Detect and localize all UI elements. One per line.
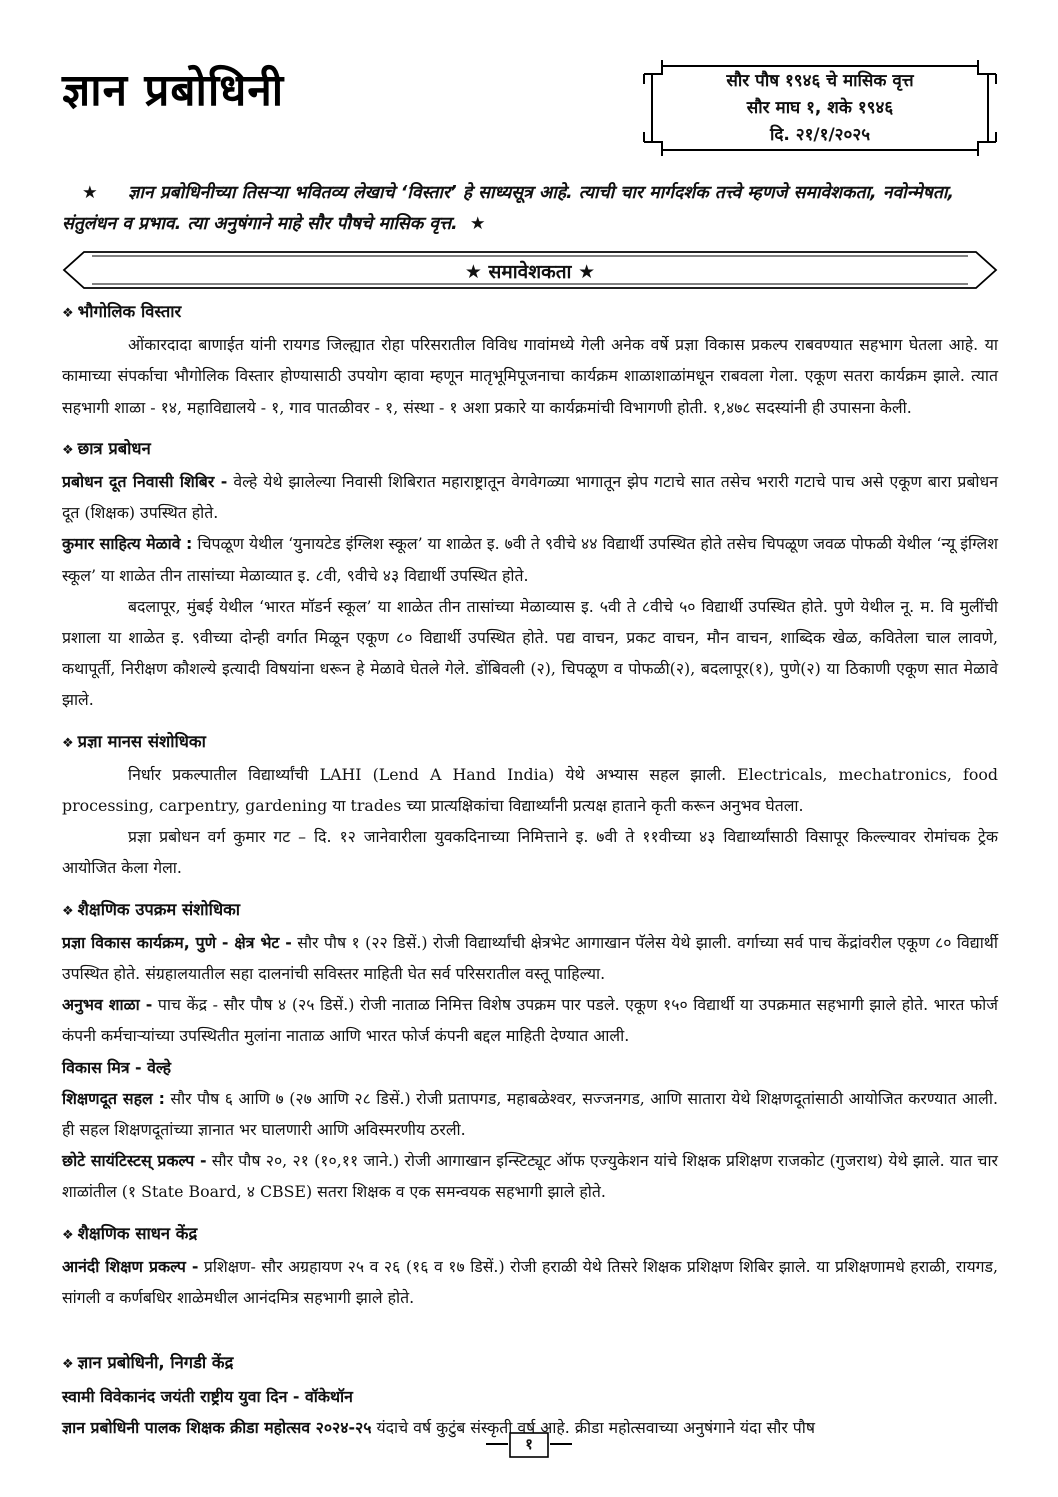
- section-heading: ❖ छात्र प्रबोधन: [62, 438, 151, 458]
- subheading: विकास मित्र - वेल्हे: [62, 1057, 172, 1077]
- diamond-bullet-icon: ❖: [62, 735, 74, 751]
- date-line-3: दि. २१/१/२०२५: [769, 125, 871, 145]
- main-content: [62, 296, 998, 1443]
- paragraph: निर्धार प्रकल्पातील विद्यार्थ्यांची LAHI (Lend A Hand India) येथे अभ्यास सहल झाली. Electricals, mechatronics, food processing, carpentry, gardening या trades च्या प्रात्यक्षिकांचा विद्यार्थ्यांनी प्रत्यक्ष हाताने कृती करून अनुभव घेतला.: [62, 764, 998, 816]
- page-number: १: [525, 1435, 533, 1453]
- paragraph: प्रज्ञा प्रबोधन वर्ग कुमार गट – दि. १२ जानेवारीला युवकदिनाच्या निमित्ताने इ. ७वी ते ११वीच्या ४३ विद्यार्थ्यांसाठी विसापूर किल्ल्यावर रोमांचक ट्रेक आयोजित केला गेला.: [62, 827, 998, 878]
- intro-text: ज्ञान प्रबोधिनीच्या तिसऱ्या भवितव्य लेखाचे ‘विस्तार’ हे साध्यसूत्र आहे. त्याची चार मार्गदर्शक तत्त्वे म्हणजे समावेशकता, नवोन्मेषता, संतुलंधन व प्रभाव. त्या अनुषंगाने माहे सौर पौषचे मासिक वृत्त.: [62, 183, 955, 234]
- section-heading: ❖ शैक्षणिक उपक्रम संशोधिका: [62, 899, 241, 919]
- intro-paragraph: [62, 178, 998, 240]
- star-icon: ★: [82, 183, 98, 203]
- diamond-bullet-icon: ❖: [62, 1357, 74, 1373]
- date-line-1: सौर पौष १९४६ चे मासिक वृत्त: [726, 71, 914, 91]
- paragraph: बदलापूर, मुंबई येथील ‘भारत मॉडर्न स्कूल’ या शाळेत तीन तासांच्या मेळाव्यास इ. ५वी ते ८वीचे ५० विद्यार्थी उपस्थित होते. पुणे येथील नू. म. वि मुलींची प्रशाला या शाळेत इ. ९वीच्या दोन्ही वर्गात मिळून एकूण ८० विद्यार्थी उपस्थित होते. पद्य वाचन, प्रकट वाचन, मौन वाचन, शाब्दिक खेळ, कवितेला चाल लावणे, कथापूर्ती, निरीक्षण कौशल्ये इत्यादी विषयांना धरून हे मेळावे घेतले गेले. डोंबिवली (२), चिपळूण व पोफळी(२), बदलापूर(१), पुणे(२) या ठिकाणी एकूण सात मेळावे झाले.: [62, 596, 998, 710]
- paragraph-lead: ज्ञान प्रबोधिनी पालक शिक्षक क्रीडा महोत्सव २०२४-२५: [62, 1417, 372, 1437]
- section-banner: [62, 250, 998, 290]
- paragraph-lead: शिक्षणदूत सहल :: [62, 1088, 165, 1108]
- paragraph: शिक्षणदूत सहल : सौर पौष ६ आणि ७ (२७ आणि २८ डिसें.) रोजी प्रतापगड, महाबळेश्वर, सज्जनगड, आणि सातारा येथे शिक्षणदूतांसाठी आयोजित करण्यात आली. ही सहल शिक्षणदूतांच्या ज्ञानात भर घालणारी आणि अविस्मरणीय ठरली.: [62, 1088, 998, 1140]
- diamond-bullet-icon: ❖: [62, 442, 74, 458]
- paragraph-lead: आनंदी शिक्षण प्रकल्प -: [62, 1256, 199, 1276]
- paragraph: ज्ञान प्रबोधिनी पालक शिक्षक क्रीडा महोत्सव २०२४-२५ यंदाचे वर्ष कुटुंब संस्कृती वर्ष आहे. क्रीडा महोत्सवाच्या अनुषंगाने यंदा सौर पौष: [62, 1417, 816, 1437]
- diamond-bullet-icon: ❖: [62, 903, 74, 919]
- masthead-title: ज्ञान प्रबोधिनी: [62, 65, 285, 116]
- paragraph-lead: छोटे सायंटिस्टस् प्रकल्प -: [62, 1151, 207, 1171]
- paragraph: छोटे सायंटिस्टस् प्रकल्प - सौर पौष २०, २१ (१०,११ जाने.) रोजी आगाखान इन्स्टिट्यूट ऑफ एज्युकेशन यांचे शिक्षक प्रशिक्षण राजकोट (गुजराथ) येथे झाले. यात चार शाळांतील (१ State Board, ४ CBSE) सतरा शिक्षक व एक समन्वयक सहभागी झाले होते.: [62, 1151, 998, 1202]
- page-footer: [0, 1430, 1058, 1460]
- diamond-bullet-icon: ❖: [62, 306, 74, 321]
- paragraph: प्रबोधन दूत निवासी शिबिर - वेल्हे येथे झालेल्या निवासी शिबिरात महाराष्ट्रातून वेगवेगळ्या भागातून झेप गटाचे सात तसेच भरारी गटाचे पाच असे एकूण बारा प्रबोधन दूत (शिक्षक) उपस्थित होते.: [62, 472, 998, 523]
- banner-label: ★ समावेशकता ★: [464, 261, 596, 283]
- section-heading: ❖ भौगोलिक विस्तार: [62, 302, 182, 321]
- section-heading: ❖ प्रज्ञा मानस संशोधिका: [62, 731, 206, 751]
- section-heading: ❖ शैक्षणिक साधन केंद्र: [62, 1223, 198, 1243]
- paragraph-lead: कुमार साहित्य मेळावे :: [62, 534, 193, 554]
- diamond-bullet-icon: ❖: [62, 1227, 74, 1243]
- subheading: स्वामी विवेकानंद जयंती राष्ट्रीय युवा दिन - वॉकेथॉन: [62, 1386, 353, 1406]
- star-icon: ★: [469, 214, 486, 234]
- date-box: [640, 60, 1000, 156]
- paragraph-lead: प्रज्ञा विकास कार्यक्रम, पुणे - क्षेत्र भेट -: [62, 932, 292, 952]
- section-heading: ❖ ज्ञान प्रबोधिनी, निगडी केंद्र: [62, 1353, 234, 1373]
- date-line-2: सौर माघ १, शके १९४६: [746, 98, 894, 118]
- paragraph-lead: प्रबोधन दूत निवासी शिबिर -: [62, 472, 228, 492]
- paragraph: आनंदी शिक्षण प्रकल्प - प्रशिक्षण- सौर अग्रहायण २५ व २६ (१६ व १७ डिसें.) रोजी हराळी येथे तिसरे शिक्षक प्रशिक्षण शिबिर झाले. या प्रशिक्षणामधे हराळी, रायगड, सांगली व कर्णबधिर शाळेमधील आनंदमित्र सहभागी झाले होते.: [62, 1256, 998, 1308]
- paragraph: ओंकारदादा बाणाईत यांनी रायगड जिल्ह्यात रोहा परिसरातील विविध गावांमध्ये गेली अनेक वर्षे प्रज्ञा विकास प्रकल्प राबवण्यात सहभाग घेतला आहे. या कामाच्या संपर्काचा भौगोलिक विस्तार होण्यासाठी उपयोग व्हावा म्हणून मातृभूमिपूजनाचा कार्यक्रम शाळाशाळांमधून राबवला गेला. एकूण सतरा कार्यक्रम झाले. त्यात सहभागी शाळा - १४, महाविद्यालये - १, गाव पातळीवर - १, संस्था - १ अशा प्रकारे या कार्यक्रमांची विभागणी होती. १,४७८ सदस्यांनी ही उपासना केली.: [62, 335, 998, 417]
- paragraph: प्रज्ञा विकास कार्यक्रम, पुणे - क्षेत्र भेट - सौर पौष १ (२२ डिसें.) रोजी विद्यार्थ्यांची क्षेत्रभेट आगाखान पॅलेस येथे झाली. वर्गाच्या सर्व पाच केंद्रांवरील एकूण ८० विद्यार्थी उपस्थित होते. संग्रहालयातील सहा दालनांची सविस्तर माहिती घेत सर्व परिसरातील वस्तू पाहिल्या.: [62, 932, 998, 984]
- paragraph: कुमार साहित्य मेळावे : चिपळूण येथील ‘युनायटेड इंग्लिश स्कूल’ या शाळेत इ. ७वी ते ९वीचे ४४ विद्यार्थी उपस्थित होते तसेच चिपळूण जवळ पोफळी येथील ‘न्यू इंग्लिश स्कूल’ या शाळेत तीन तासांच्या मेळाव्यात इ. ८वी, ९वीचे ४३ विद्यार्थी उपस्थित होते.: [62, 534, 998, 585]
- paragraph: अनुभव शाळा - पाच केंद्र - सौर पौष ४ (२५ डिसें.) रोजी नाताळ निमित्त विशेष उपक्रम पार पडले. एकूण १५० विद्यार्थी या उपक्रमात सहभागी झाले होते. भारत फोर्ज कंपनी कर्मचाऱ्यांच्या उपस्थितीत मुलांना नाताळ आणि भारत फोर्ज कंपनी बद्दल माहिती देण्यात आली.: [62, 995, 998, 1046]
- paragraph-lead: अनुभव शाळा -: [62, 995, 153, 1015]
